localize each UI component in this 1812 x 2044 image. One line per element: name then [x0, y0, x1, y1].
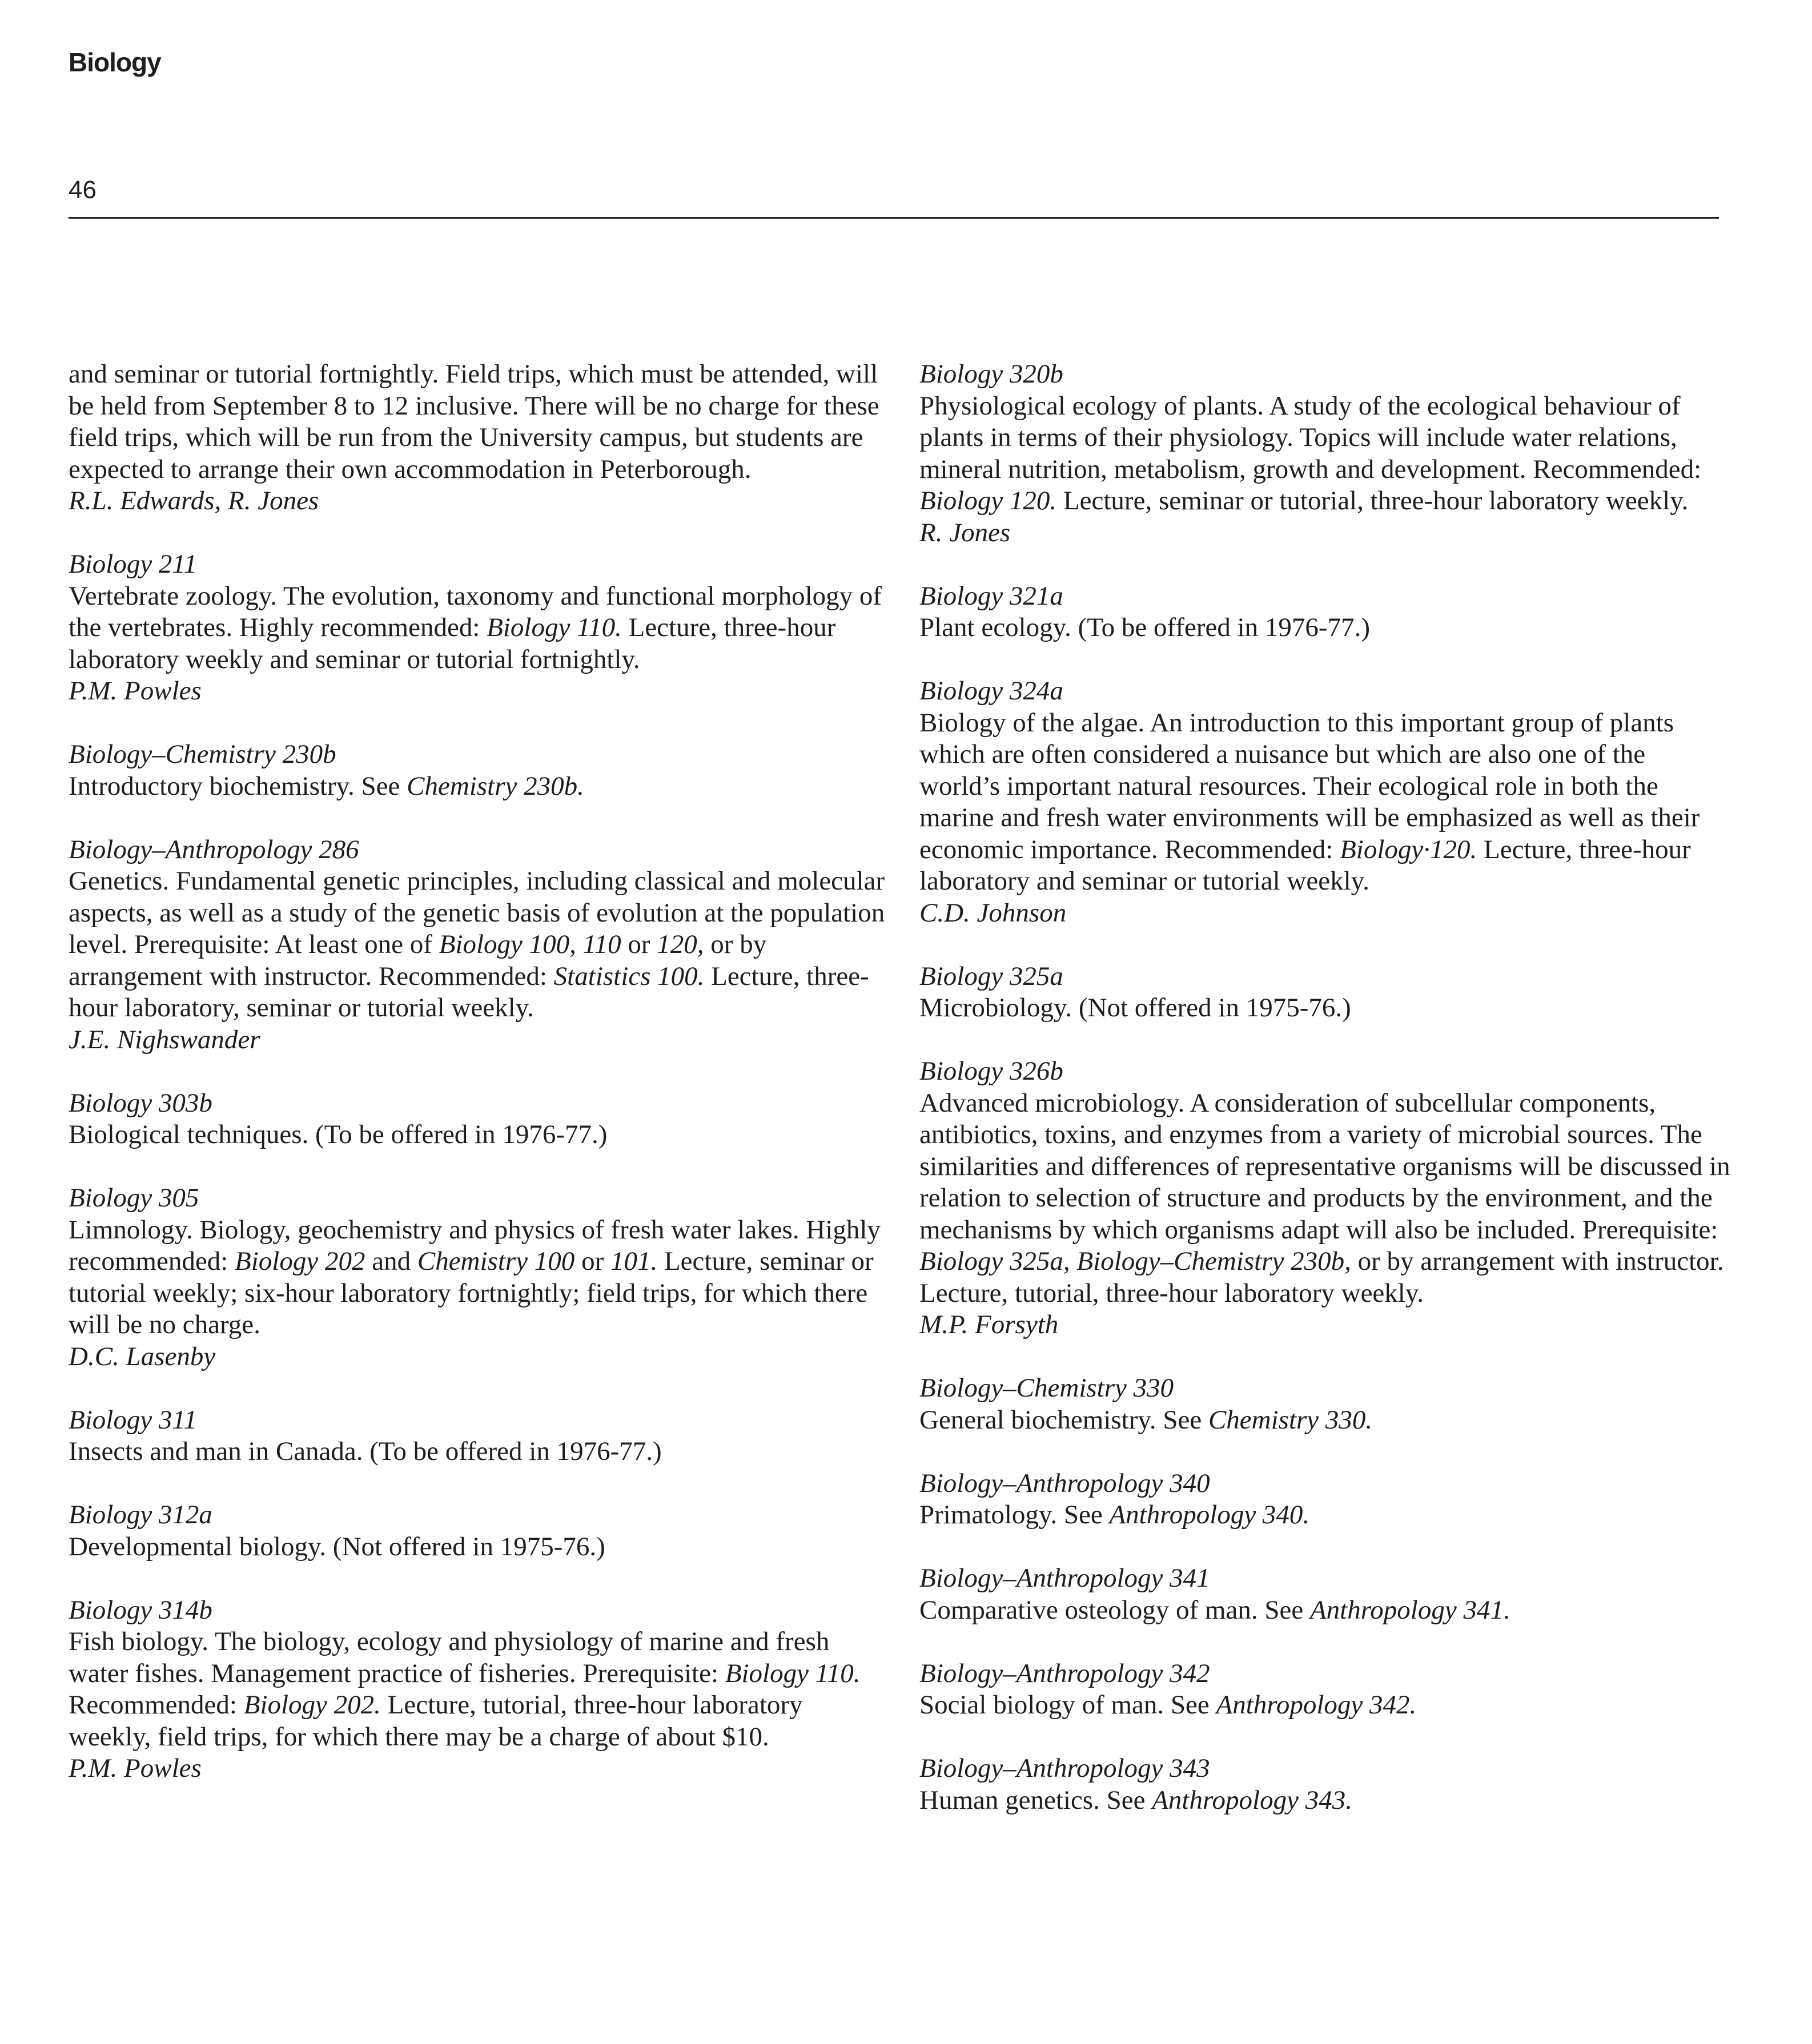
description-text: Genetics. Fundamental genetic principles, including classical and molecular aspects, as well as a study of the genetic basis of evolution at the population level. Prerequisite: At least one of — [69, 866, 885, 959]
course-code: Biology 324a — [919, 676, 1063, 706]
course-description — [69, 1214, 885, 1341]
description-text: Lecture, tutorial, three-hour laboratory weekly, field trips, for which there may be a charge of about $10. — [69, 1690, 803, 1752]
course-description — [919, 391, 1730, 517]
course-reference: Biology 120. — [919, 486, 1057, 516]
description-text: Vertebrate zoology. The evolution, taxonomy and functional morphology of the vertebrates. Highly recommended: — [69, 581, 882, 642]
description-text: Fish biology. The biology, ecology and physiology of marine and fresh water fishes. Management practice of fisheries. Prerequisite: — [69, 1627, 830, 1688]
course-reference: Biology 202 — [235, 1246, 365, 1276]
description-text: Recommended: — [69, 1690, 244, 1720]
course-entry — [69, 1088, 885, 1151]
course-description — [919, 707, 1730, 898]
course-reference: Anthropology 342. — [1216, 1690, 1417, 1720]
course-code: Biology–Anthropology 286 — [69, 834, 359, 864]
course-entry — [919, 1753, 1730, 1816]
course-code: Biology 303b — [69, 1088, 212, 1118]
course-description — [919, 612, 1730, 644]
course-entry — [69, 1182, 885, 1373]
course-description — [919, 1499, 1730, 1531]
course-entry — [919, 1563, 1730, 1626]
description-text: Primatology. See — [919, 1500, 1110, 1530]
course-code: Biology 312a — [69, 1500, 212, 1530]
course-description — [919, 992, 1730, 1024]
course-description — [69, 866, 885, 1024]
course-instructor: M.P. Forsyth — [919, 1310, 1059, 1339]
course-code: Biology–Chemistry 230b — [69, 739, 336, 769]
description-text: or by arrangement with instructor. Lecture, tutorial, three-hour laboratory weekly. — [919, 1246, 1724, 1308]
course-entry — [919, 1468, 1730, 1531]
description-text: or by arrangement with instructor. Recommended: — [69, 930, 767, 991]
course-reference: Biology 100, 110 — [439, 930, 621, 959]
description-text: General biochemistry. See — [919, 1405, 1208, 1435]
course-entry — [69, 549, 885, 707]
section-title: Biology — [69, 47, 161, 77]
course-reference: Anthropology 343. — [1152, 1785, 1352, 1815]
course-instructor: J.E. Nighswander — [69, 1024, 260, 1055]
description-text: Introductory biochemistry. See — [69, 771, 407, 801]
course-description — [69, 771, 885, 803]
course-reference: Chemistry 230b. — [407, 771, 584, 801]
description-text: Advanced microbiology. A consideration of subcellular components, antibiotics, toxins, and enzymes from a variety of microbial sources. The similarities and differences of representative organisms will be discussed in relation to selection of structure and products by the environment, and the mechanisms by which organisms adapt will also be included. Prerequisite: — [919, 1088, 1730, 1245]
course-reference: Anthropology 341. — [1309, 1595, 1510, 1625]
left-course-list — [69, 549, 885, 1785]
continued-entry — [69, 359, 885, 517]
course-description — [919, 1405, 1730, 1437]
course-entry — [919, 1658, 1730, 1721]
course-description — [919, 1689, 1730, 1721]
course-entry — [69, 1405, 885, 1468]
description-text: Lecture, three-hour laboratory weekly and seminar or tutorial fortnightly. — [69, 613, 836, 674]
course-code: Biology 314b — [69, 1595, 212, 1625]
course-entry — [919, 961, 1730, 1024]
left-column — [69, 359, 885, 1816]
description-text: Biology of the algae. An introduction to this important group of plants which are often considered a nuisance but which are also one of the world’s important natural resources. Their ecological role in both the marine and fresh water environments will be emphasized as well as their economic importance. Recommended: — [919, 707, 1700, 864]
description-text: Limnology. Biology, geochemistry and physics of fresh water lakes. Highly recommended: — [69, 1214, 881, 1276]
course-entry — [919, 675, 1730, 929]
course-code: Biology 321a — [919, 581, 1063, 611]
course-reference: Anthropology 340. — [1109, 1500, 1310, 1530]
course-description — [69, 1626, 885, 1753]
course-description — [919, 1595, 1730, 1627]
course-entry — [919, 359, 1730, 549]
course-reference: Statistics 100. — [553, 961, 705, 991]
course-instructor: D.C. Lasenby — [69, 1341, 216, 1371]
description-text: and — [365, 1246, 417, 1276]
course-reference: Biology 110. — [487, 613, 622, 642]
course-reference: Biology 325a, Biology–Chemistry 230b, — [919, 1246, 1351, 1276]
course-instructor: R. Jones — [919, 517, 1011, 548]
course-description — [69, 581, 885, 676]
course-code: Biology 325a — [919, 961, 1063, 991]
course-code: Biology–Chemistry 330 — [919, 1373, 1174, 1403]
description-text: Lecture, three-hour laboratory, seminar or tutorial weekly. — [69, 961, 869, 1023]
page-number: 46 — [69, 176, 97, 204]
course-description — [69, 1436, 885, 1468]
description-text: or — [621, 930, 657, 959]
course-code: Biology 305 — [69, 1183, 199, 1213]
right-course-list — [919, 359, 1730, 1816]
course-code: Biology–Anthropology 341 — [919, 1563, 1210, 1593]
course-code: Biology 311 — [69, 1405, 197, 1435]
course-entry — [69, 739, 885, 802]
course-reference: 120, — [657, 930, 704, 959]
course-code: Biology–Anthropology 340 — [919, 1468, 1210, 1498]
right-column — [919, 359, 1730, 1848]
description-text: Developmental biology. (Not offered in 1975-76.) — [69, 1531, 605, 1562]
course-reference: Chemistry 330. — [1208, 1405, 1373, 1435]
course-instructor: P.M. Powles — [69, 676, 202, 706]
course-instructor: P.M. Powles — [69, 1753, 202, 1783]
course-entry — [919, 1056, 1730, 1341]
course-code: Biology–Anthropology 342 — [919, 1658, 1210, 1688]
entry-description: and seminar or tutorial fortnightly. Field trips, which must be attended, will be held from September 8 to 12 inclusive. There will be no charge for these field trips, which will be run from the University campus, but students are expected to arrange their own accommodation in Peterborough. — [69, 359, 879, 484]
description-text: Insects and man in Canada. (To be offered in 1976-77.) — [69, 1437, 662, 1466]
description-text: Physiological ecology of plants. A study of the ecological behaviour of plants in terms of their physiology. Topics will include water relations, mineral nutrition, metabolism, growth and development. Recommended: — [919, 391, 1702, 484]
description-text: Lecture, three-hour laboratory and seminar or tutorial weekly. — [919, 834, 1691, 896]
course-entry — [69, 1499, 885, 1563]
course-code: Biology 320b — [919, 359, 1063, 389]
course-description — [919, 1088, 1730, 1310]
description-text: Lecture, seminar or tutorial, three-hour laboratory weekly. — [1056, 486, 1689, 516]
entry-instructor: R.L. Edwards, R. Jones — [69, 486, 319, 516]
description-text: or — [574, 1246, 610, 1276]
course-entry — [69, 834, 885, 1056]
course-entry — [919, 1373, 1730, 1436]
course-description — [69, 1119, 885, 1151]
course-reference: Biology·120. — [1340, 834, 1477, 864]
course-reference: 101. — [610, 1246, 658, 1276]
description-text: Lecture, seminar or tutorial weekly; six-hour laboratory fortnightly; field trips, for which there will be no charge. — [69, 1246, 874, 1339]
course-description — [919, 1785, 1730, 1817]
description-text: Microbiology. (Not offered in 1975-76.) — [919, 993, 1351, 1023]
course-reference: Chemistry 100 — [417, 1246, 575, 1276]
description-text: Comparative osteology of man. See — [919, 1595, 1310, 1625]
course-entry — [919, 581, 1730, 644]
course-instructor: C.D. Johnson — [919, 898, 1067, 928]
course-reference: Biology 202. — [243, 1690, 381, 1720]
course-entry — [69, 1595, 885, 1785]
description-text: Biological techniques. (To be offered in 1976-77.) — [69, 1120, 608, 1149]
description-text: Social biology of man. See — [919, 1690, 1216, 1720]
description-text: Plant ecology. (To be offered in 1976-77.) — [919, 613, 1370, 642]
course-code: Biology–Anthropology 343 — [919, 1753, 1210, 1783]
course-reference: Biology 110. — [725, 1658, 861, 1688]
course-code: Biology 326b — [919, 1056, 1063, 1086]
course-code: Biology 211 — [69, 549, 197, 579]
description-text: Human genetics. See — [919, 1785, 1152, 1815]
course-description — [69, 1531, 885, 1563]
header-rule — [69, 217, 1719, 219]
